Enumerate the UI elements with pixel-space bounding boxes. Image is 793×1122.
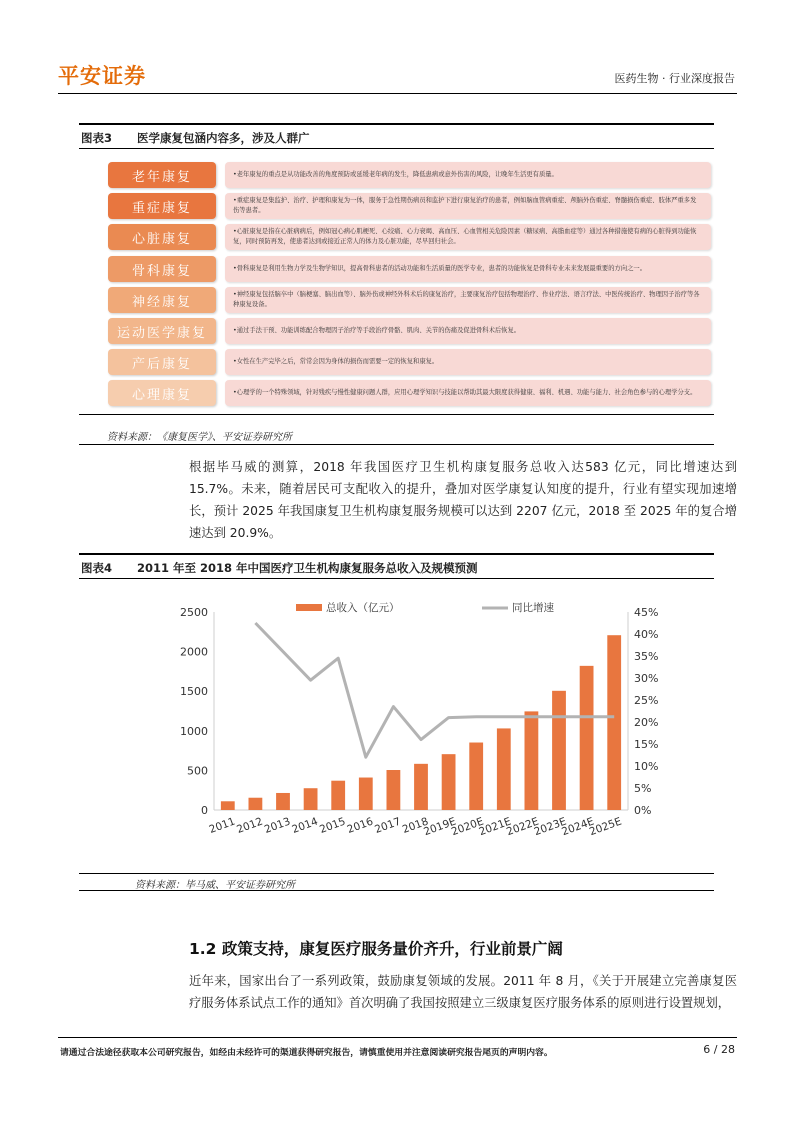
legend-bar-label: 总收入（亿元） bbox=[326, 602, 400, 614]
revenue-bar bbox=[221, 801, 235, 810]
x-axis-tick-label: 2011 bbox=[207, 815, 237, 836]
figure3-source-rule bbox=[79, 444, 714, 445]
right-axis-tick-label: 5% bbox=[634, 782, 652, 795]
category-description: •骨科康复是利用生物力学及生物学知识，提高骨科患者的活动功能和生活质量的医学专业，患者的功能恢复是骨科专业未来发展最重要的方向之一。 bbox=[225, 256, 711, 282]
figure4-bottom-rule bbox=[79, 873, 714, 874]
category-label: 产后康复 bbox=[108, 349, 216, 375]
x-axis-tick-label: 2020E bbox=[449, 815, 486, 839]
category-label: 重症康复 bbox=[108, 193, 216, 219]
right-axis-tick-label: 20% bbox=[634, 716, 659, 729]
revenue-bar bbox=[414, 764, 428, 810]
category-description: •女性在生产完毕之后，常常会因为身体的损伤而需要一定的恢复和康复。 bbox=[225, 349, 711, 375]
revenue-bar bbox=[387, 770, 401, 810]
category-description: •心脏康复是指在心脏病病后，例如冠心病心肌梗死、心绞痛、心力衰竭、高血压、心血管相关危险因素（糖尿病、高脂血症等）通过各种措施使有病的心脏得到功能恢复，同时预防再发，使患者达到或接近正常人的体力及心脏功能，尽早回归社会。 bbox=[225, 224, 711, 250]
right-axis-tick-label: 35% bbox=[634, 650, 659, 663]
figure3-bottom-rule bbox=[79, 414, 714, 415]
revenue-chart bbox=[130, 590, 690, 860]
figure4-source-rule bbox=[79, 890, 714, 891]
revenue-bar bbox=[442, 754, 456, 810]
figure4-top-rule bbox=[79, 553, 714, 555]
left-axis-tick-label: 1500 bbox=[180, 685, 208, 699]
category-description: •老年康复的重点是从功能改善的角度预防或延缓老年病的发生，降低患病或意外伤害的风险，让晚年生活更有质量。 bbox=[225, 162, 711, 188]
section-heading: 1.2 政策支持，康复医疗服务量价齐升，行业前景广阔 bbox=[189, 940, 563, 958]
figure3-label: 图表3 bbox=[81, 131, 113, 145]
category-label: 心理康复 bbox=[108, 380, 216, 406]
category-description: •重症康复是集监护、治疗、护理和康复为一体，服务于急性期伤病员和监护下进行康复治疗的患者，例如脑血管病重症、颅脑外伤重症、脊髓损伤重症、肢体严重多发伤等患者。 bbox=[225, 193, 711, 219]
x-axis-tick-label: 2022E bbox=[504, 815, 541, 839]
figure4-source: 资料来源：毕马威、平安证券研究所 bbox=[135, 880, 295, 891]
figure4-title-text: 2011 年至 2018 年中国医疗卫生机构康复服务总收入及规模预测 bbox=[137, 561, 478, 575]
x-axis-tick-label: 2014 bbox=[290, 815, 320, 836]
x-axis-tick-label: 2019E bbox=[422, 815, 458, 839]
footer-disclaimer: 请通过合法途径获取本公司研究报告，如经由未经许可的渠道获得研究报告，请慎重使用并注意阅读研究报告尾页的声明内容。 bbox=[60, 1048, 553, 1058]
figure3-title-rule bbox=[79, 148, 714, 149]
revenue-bar bbox=[276, 793, 290, 810]
x-axis-tick-label: 2025E bbox=[587, 815, 624, 839]
category-label: 神经康复 bbox=[108, 287, 216, 313]
category-label: 骨科康复 bbox=[108, 256, 216, 282]
paragraph-policy: 近年来，国家出台了一系列政策，鼓励康复领域的发展。2011 年 8 月，《关于开展建立完善康复医疗服务体系试点工作的通知》首次明确了我国按照建立三级康复医疗服务体系的原则进行设置规划， bbox=[189, 974, 737, 1010]
revenue-bar bbox=[525, 711, 539, 810]
paragraph-market-size: 根据毕马威的测算，2018 年我国医疗卫生机构康复服务总收入达583 亿元，同比增速达到 15.7%。未来，随着居民可支配收入的提升，叠加对医学康复认知度的提升，行业有望实现加速增长，预计 2025 年我国康复卫生机构康复服务规模可以达到 2207 亿元，2018 至 2025 年的复合增速达到 20.9%。 bbox=[189, 460, 737, 540]
company-logo: 平安证券 bbox=[58, 64, 146, 88]
x-axis-tick-label: 2018 bbox=[400, 815, 431, 836]
revenue-bar bbox=[552, 691, 566, 810]
report-type: 医药生物 · 行业深度报告 bbox=[614, 72, 735, 85]
x-axis-tick-label: 2012 bbox=[235, 815, 265, 836]
page-number: 6 / 28 bbox=[703, 1043, 735, 1056]
category-label: 运动医学康复 bbox=[108, 318, 216, 344]
figure3-title bbox=[81, 130, 310, 146]
x-axis-tick-label: 2017 bbox=[373, 815, 403, 836]
header-divider bbox=[58, 93, 737, 94]
category-description: •神经康复包括脑卒中（脑梗塞、脑出血等）、脑外伤或神经外科术后的康复治疗，主要康复治疗包括物理治疗、作业疗法、语言疗法、中医传统治疗、物理因子治疗等各种康复设备。 bbox=[225, 287, 711, 313]
x-axis-tick-label: 2021E bbox=[477, 815, 513, 839]
right-axis-tick-label: 40% bbox=[634, 628, 659, 641]
x-axis-tick-label: 2013 bbox=[262, 815, 293, 836]
left-axis-tick-label: 500 bbox=[187, 764, 208, 778]
revenue-bar bbox=[469, 743, 483, 810]
legend-bar-swatch bbox=[296, 604, 322, 611]
revenue-bar bbox=[497, 728, 511, 810]
right-axis-tick-label: 15% bbox=[634, 738, 659, 751]
left-axis-tick-label: 2500 bbox=[180, 606, 208, 619]
revenue-bar bbox=[331, 781, 345, 810]
x-axis-tick-label: 2015 bbox=[317, 815, 348, 836]
category-label: 心脏康复 bbox=[108, 224, 216, 250]
figure3-title-text: 医学康复包涵内容多，涉及人群广 bbox=[137, 131, 310, 145]
revenue-bar bbox=[304, 788, 318, 810]
figure3-source: 资料来源：《康复医学》、平安证券研究所 bbox=[107, 432, 292, 443]
right-axis-tick-label: 45% bbox=[634, 606, 659, 619]
figure4-title-rule bbox=[79, 578, 714, 579]
revenue-bar bbox=[359, 778, 373, 810]
category-label: 老年康复 bbox=[108, 162, 216, 188]
right-axis-tick-label: 10% bbox=[634, 760, 659, 773]
figure4-label: 图表4 bbox=[81, 561, 113, 575]
revenue-bar bbox=[580, 666, 594, 810]
left-axis-tick-label: 2000 bbox=[180, 645, 208, 659]
legend-line-label: 同比增速 bbox=[512, 602, 554, 614]
x-axis-tick-label: 2023E bbox=[532, 815, 569, 839]
right-axis-tick-label: 30% bbox=[634, 672, 659, 685]
figure4-title bbox=[81, 560, 478, 576]
revenue-bar bbox=[249, 798, 263, 810]
left-axis-tick-label: 1000 bbox=[180, 724, 208, 738]
right-axis-tick-label: 25% bbox=[634, 694, 659, 707]
left-axis-tick-label: 0 bbox=[201, 804, 208, 817]
category-description: •心理学的一个特殊领域，针对残疾与慢性健康问题人群，应用心理学知识与技能以帮助其最大限度获得健康、福利、机遇、功能与能力、社会角色参与的心理学分支。 bbox=[225, 380, 711, 406]
revenue-bar bbox=[607, 635, 621, 810]
figure3-top-rule bbox=[79, 123, 714, 125]
right-axis-tick-label: 0% bbox=[634, 804, 652, 817]
category-description: •通过手法干预、功能训练配合物理因子治疗等手段治疗骨骼、肌肉、关节的伤痛及促进骨科术后恢复。 bbox=[225, 318, 711, 344]
x-axis-tick-label: 2024E bbox=[560, 815, 596, 839]
x-axis-tick-label: 2016 bbox=[345, 815, 375, 836]
footer-divider bbox=[58, 1037, 737, 1038]
